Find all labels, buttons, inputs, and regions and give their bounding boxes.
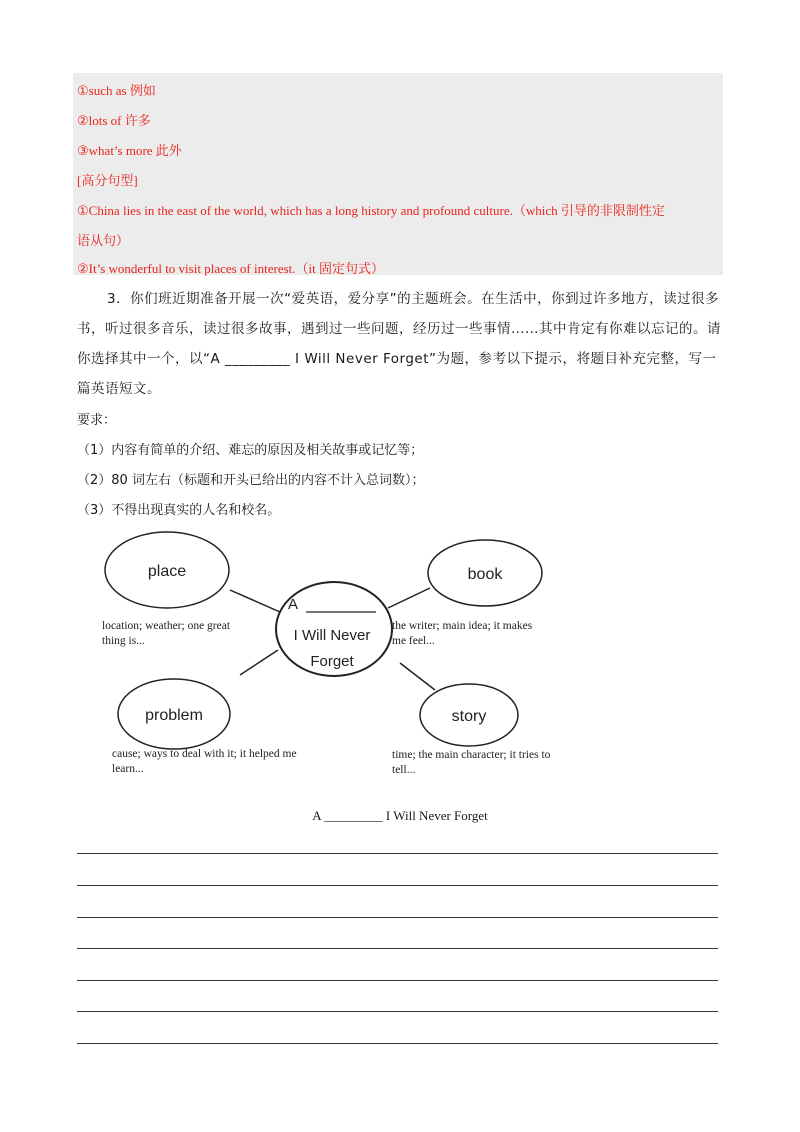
requirement-2: （2）80 词左右（标题和开头已给出的内容不计入总词数）； — [77, 473, 425, 488]
writing-line[interactable] — [77, 853, 718, 854]
center-a: A — [288, 596, 299, 613]
writing-line[interactable] — [77, 1011, 718, 1012]
requirement-1: （1）内容有简单的介绍、难忘的原因及相关故事或记忆等； — [77, 443, 424, 458]
connector-problem — [240, 650, 278, 675]
writing-line[interactable] — [77, 1043, 718, 1044]
problem-hint-1: cause; ways to deal with it; it helped me — [112, 748, 297, 760]
story-label: story — [451, 708, 487, 725]
book-hint-2: me feel... — [392, 635, 435, 647]
requirements-label: 要求： — [77, 413, 117, 428]
center-line-1: I Will Never — [293, 627, 371, 644]
connector-place — [230, 590, 280, 612]
book-hint-1: the writer; main idea; it makes — [392, 620, 533, 632]
section-heading-sentences: [高分句型] — [77, 173, 138, 188]
phrase-such-as: ①such as 例如 — [77, 83, 156, 98]
connector-book — [388, 588, 430, 608]
place-hint-2: thing is... — [102, 635, 145, 647]
story-hint-2: tell... — [392, 764, 416, 776]
writing-line[interactable] — [77, 948, 718, 949]
problem-hint-2: learn... — [112, 763, 144, 775]
story-hint-1: time; the main character; it tries to — [392, 749, 551, 761]
writing-line[interactable] — [77, 980, 718, 981]
writing-line[interactable] — [77, 917, 718, 918]
place-hint-1: location; weather; one great — [102, 620, 231, 632]
sentence-wonderful: ②It’s wonderful to visit places of interest.（it 固定句式） — [77, 261, 384, 276]
phrase-whats-more: ③what’s more 此外 — [77, 143, 182, 158]
phrase-lots-of: ②lots of 许多 — [77, 113, 151, 128]
requirement-3: （3）不得出现真实的人名和校名。 — [77, 503, 281, 518]
task-intro: 3．你们班近期准备开展一次“爱英语，爱分享”的主题班会。在生活中，你到过许多地方，读过很多书，听过很多音乐，读过很多故事，遇到过一些问题，经历过一些事情……其中肯定有你难以忘记的。请你选择其中一个，以“A _________ I Will Never Forget”为题，参考以下提示，将题目补充完整，写一篇英语短文。 — [77, 291, 721, 397]
answer-title: A _________ I Will Never Forget — [312, 808, 488, 823]
book-label: book — [467, 566, 503, 583]
center-line-2: Forget — [310, 653, 354, 670]
sentence-china: ①China lies in the east of the world, which has a long history and profound culture.（which 引导的非限制性定 — [77, 203, 665, 218]
highlight-box — [73, 73, 723, 275]
mind-map-diagram — [100, 530, 590, 785]
problem-label: problem — [145, 707, 203, 724]
writing-line[interactable] — [77, 885, 718, 886]
sentence-china-cont: 语从句） — [77, 233, 130, 248]
place-label: place — [147, 563, 187, 580]
connector-story — [400, 663, 435, 690]
